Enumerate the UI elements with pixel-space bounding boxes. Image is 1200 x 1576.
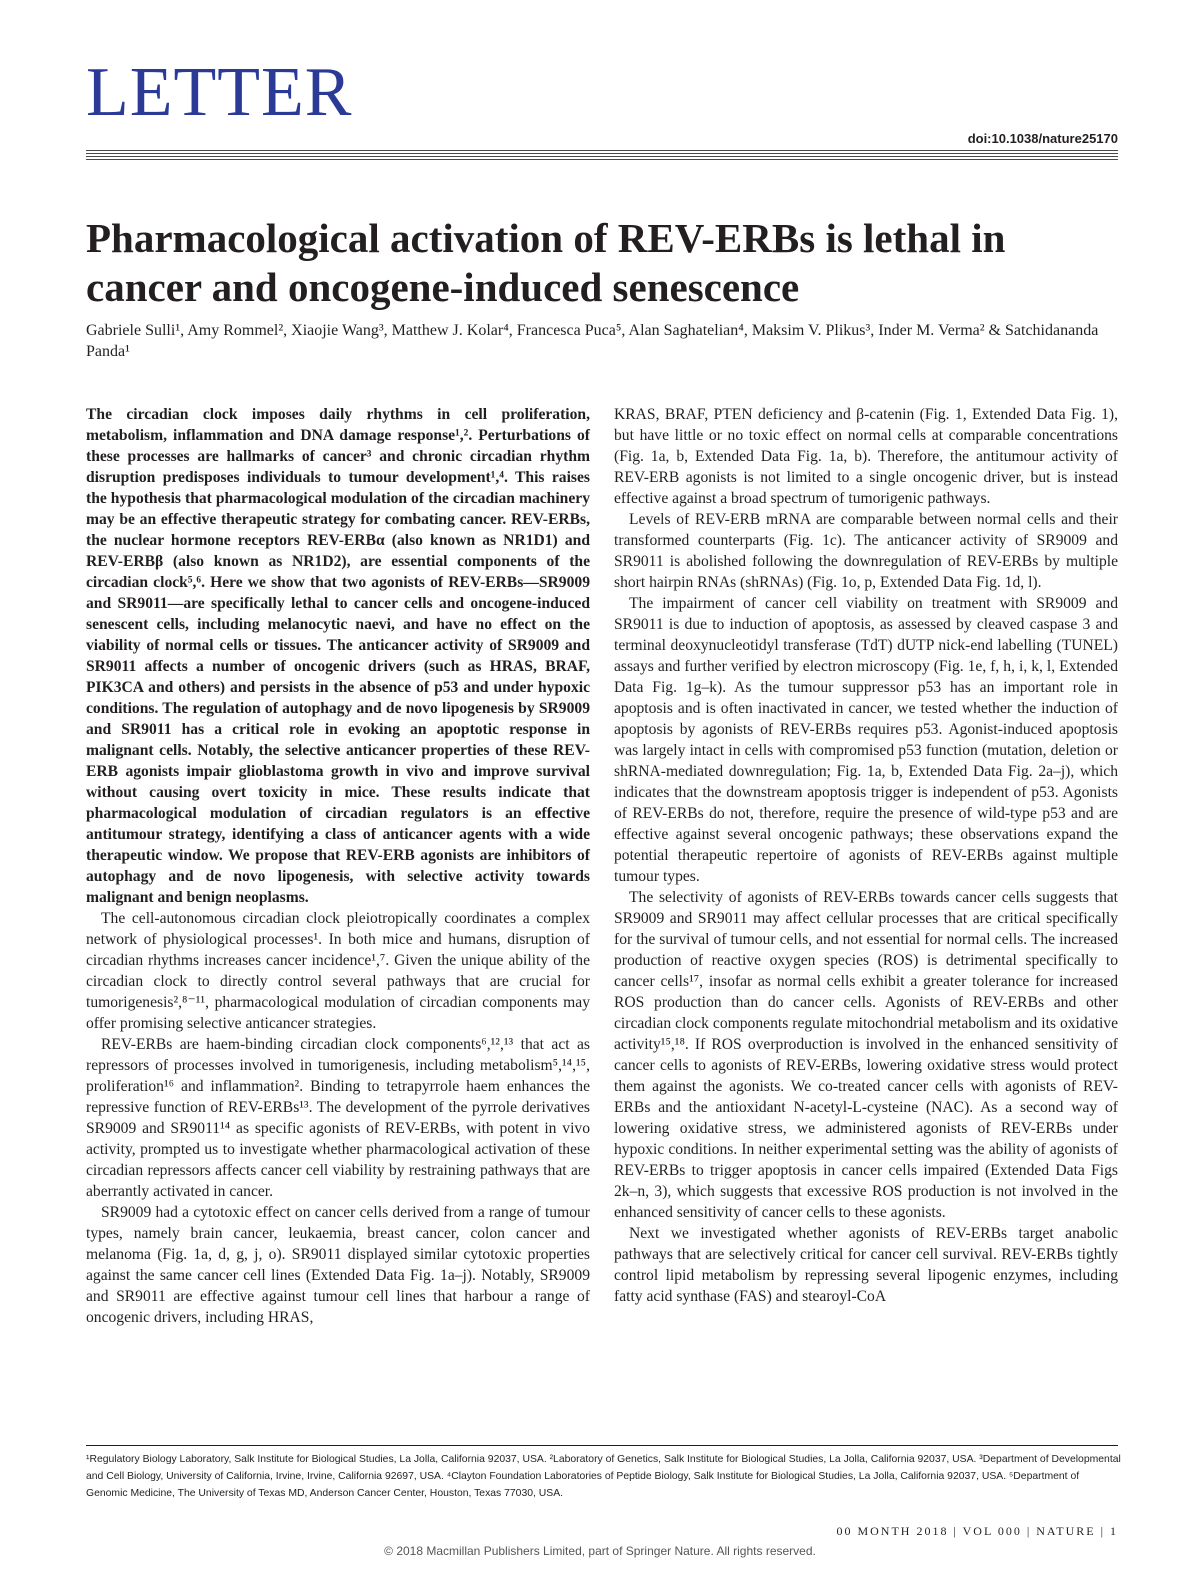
- right-column: [614, 404, 1118, 1307]
- body-paragraph: Next we investigated whether agonists of REV-ERBs target anabolic pathways that are selectively critical for cancer cell survival. REV-ERBs tightly control lipid metabolism by repressing several lipogenic enzymes, including fatty acid synthase (FAS) and stearoyl-CoA: [614, 1225, 1118, 1305]
- article-title: Pharmacological activation of REV-ERBs is lethal in cancer and oncogene-induced senescence: [86, 215, 1006, 310]
- body-paragraph: The selectivity of agonists of REV-ERBs towards cancer cells suggests that SR9009 and SR9011 may affect cellular processes that are critical specifically for the survival of tumour cells, and not essential for normal cells. The increased production of reactive oxygen species (ROS) is detrimental specifically to cancer cells¹⁷, insofar as normal cells exhibit a greater tolerance for increased ROS production than do cancer cells. Agonists of REV-ERBs and other circadian clock components regulate mitochondrial metabolism and its oxidative activity¹⁵,¹⁸. If ROS overproduction is involved in the enhanced sensitivity of cancer cells to agonists of REV-ERBs, lowering oxidative stress would protect them against the agonists. We co-treated cancer cells with agonists of REV-ERBs and the antioxidant N-acetyl-L-cysteine (NAC). As a second way of lowering oxidative stress, we administered agonists of REV-ERBs under hypoxic conditions. In neither experimental setting was the ability of agonists of REV-ERBs to trigger apoptosis in cancer cells impaired (Extended Data Figs 2k–n, 3), which suggests that excessive ROS production is not involved in the enhanced sensitivity of cancer cells to these agonists.: [614, 889, 1118, 1221]
- body-paragraph: SR9009 had a cytotoxic effect on cancer cells derived from a range of tumour types, namely brain cancer, leukaemia, breast cancer, colon cancer and melanoma (Fig. 1a, d, g, j, o). SR9011 displayed similar cytotoxic properties against the same cancer cell lines (Extended Data Fig. 1a–j). Notably, SR9009 and SR9011 are effective against tumour cell lines that harbour a range of oncogenic drivers, including HRAS,: [86, 1204, 590, 1326]
- doi-label[interactable]: doi:10.1038/nature25170: [967, 131, 1118, 146]
- abstract: The circadian clock imposes daily rhythms in cell proliferation, metabolism, inflammation and DNA damage response¹,². Perturbations of these processes are hallmarks of cancer³ and chronic circadian rhythm disruption predisposes individuals to tumour development¹,⁴. This raises the hypothesis that pharmacological modulation of the circadian machinery may be an effective therapeutic strategy for combating cancer. REV-ERBs, the nuclear hormone receptors REV-ERBα (also known as NR1D1) and REV-ERBβ (also known as NR1D2), are essential components of the circadian clock⁵,⁶. Here we show that two agonists of REV-ERBs—SR9009 and SR9011—are specifically lethal to cancer cells and oncogene-induced senescent cells, including melanocytic naevi, and have no effect on the viability of normal cells or tissues. The anticancer activity of SR9009 and SR9011 affects a number of oncogenic drivers (such as HRAS, BRAF, PIK3CA and others) and persists in the absence of p53 and under hypoxic conditions. The regulation of autophagy and de novo lipogenesis by SR9009 and SR9011 has a critical role in evoking an apoptotic response in malignant cells. Notably, the selective anticancer properties of these REV-ERB agonists impair glioblastoma growth in vivo and improve survival without causing overt toxicity in mice. These results indicate that pharmacological modulation of circadian regulators is an effective antitumour strategy, identifying a class of anticancer agents with a wide therapeutic window. We propose that REV-ERB agonists are inhibitors of autophagy and de novo lipogenesis, with selective activity towards malignant and benign neoplasms.: [86, 406, 590, 906]
- body-paragraph: The impairment of cancer cell viability on treatment with SR9009 and SR9011 is due to induction of apoptosis, as assessed by cleaved caspase 3 and terminal deoxynucleotidyl transferase (TdT) dUTP nick-end labelling (TUNEL) assays and further verified by electron microscopy (Fig. 1e, f, h, i, k, l, Extended Data Fig. 1g–k). As the tumour suppressor p53 has an important role in apoptosis and is often inactivated in cancer, we tested whether the induction of apoptosis by agonists of REV-ERBs requires p53. Agonist-induced apoptosis was largely intact in cells with compromised p53 function (mutation, deletion or shRNA-mediated downregulation; Fig. 1a, b, Extended Data Fig. 2a–j), which indicates that the downstream apoptosis trigger is independent of p53. Agonists of REV-ERBs do not, therefore, require the presence of wild-type p53 and are effective against several oncogenic pathways; these observations expand the potential therapeutic repertoire of agonists of REV-ERBs against multiple tumour types.: [614, 595, 1118, 885]
- affiliation-footnotes: ¹Regulatory Biology Laboratory, Salk Institute for Biological Studies, La Jolla, California 92037, USA. ²Laboratory of Genetics, Salk Institute for Biological Studies, La Jolla, California 92037, USA. ³Department of Developmental and Cell Biology, University of California, Irvine, Irvine, California 92697, USA. ⁴Clayton Foundation Laboratories of Peptide Biology, Salk Institute for Biological Studies, La Jolla, California 92037, USA. ⁵Department of Genomic Medicine, The University of Texas MD, Anderson Cancer Center, Houston, Texas 77030, USA.: [86, 1454, 1121, 1499]
- copyright-notice: © 2018 Macmillan Publishers Limited, part of Springer Nature. All rights reserved.: [384, 1544, 816, 1558]
- issue-footer: 00 MONTH 2018 | VOL 000 | NATURE | 1: [836, 1524, 1118, 1538]
- body-paragraph: REV-ERBs are haem-binding circadian clock components⁶,¹²,¹³ that act as repressors of processes involved in tumorigenesis, including metabolism⁵,¹⁴,¹⁵, proliferation¹⁶ and inflammation². Binding to tetrapyrrole haem enhances the repressive function of REV-ERBs¹³. The development of the pyrrole derivatives SR9009 and SR9011¹⁴ as specific agonists of REV-ERBs, with potent in vivo activity, prompted us to investigate whether pharmacological activation of these circadian repressors affects cancer cell viability by restraining pathways that are aberrantly activated in cancer.: [86, 1036, 590, 1200]
- author-list: Gabriele Sulli¹, Amy Rommel², Xiaojie Wang³, Matthew J. Kolar⁴, Francesca Puca⁵, Alan Saghatelian⁴, Maksim V. Plikus³, Inder M. Verma² & Satchidananda Panda¹: [86, 322, 1099, 360]
- footnote-divider: [86, 1445, 1118, 1446]
- left-column: [86, 404, 590, 1328]
- body-paragraph: KRAS, BRAF, PTEN deficiency and β-catenin (Fig. 1, Extended Data Fig. 1), but have little or no toxic effect on normal cells at comparable concentrations (Fig. 1a, b, Extended Data Fig. 1a, b). Therefore, the antitumour activity of REV-ERB agonists is not limited to a single oncogenic driver, but is instead effective against a broad spectrum of tumorigenic pathways.: [614, 406, 1118, 507]
- body-paragraph: Levels of REV-ERB mRNA are comparable between normal cells and their transformed counterparts (Fig. 1c). The anticancer activity of SR9009 and SR9011 is abolished following the downregulation of REV-ERBs by multiple short hairpin RNAs (shRNAs) (Fig. 1o, p, Extended Data Fig. 1d, l).: [614, 511, 1118, 591]
- header-rule: [86, 150, 1118, 162]
- section-heading: LETTER: [86, 54, 353, 131]
- body-paragraph: The cell-autonomous circadian clock pleiotropically coordinates a complex network of physiological processes¹. In both mice and humans, disruption of circadian rhythms increases cancer incidence¹,⁷. Given the unique ability of the circadian clock to directly control several pathways that are crucial for tumorigenesis²,⁸⁻¹¹, pharmacological modulation of circadian components may offer promising selective anticancer strategies.: [86, 910, 590, 1032]
